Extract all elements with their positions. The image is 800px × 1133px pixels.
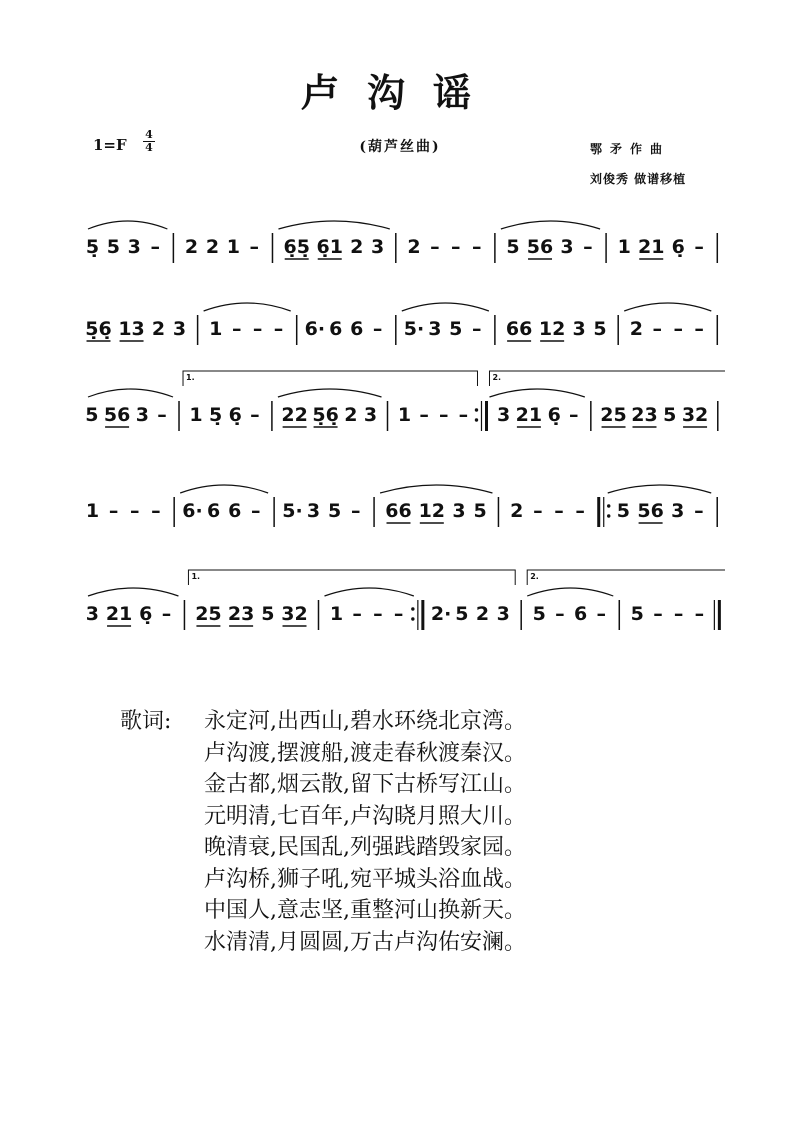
score-note: – <box>569 404 579 426</box>
slur <box>624 303 711 311</box>
score-note: – <box>419 404 429 426</box>
slur <box>88 588 178 596</box>
lyrics-row <box>120 864 526 896</box>
score-note: 2 <box>407 236 421 258</box>
score-note: 6̣5̣ <box>283 236 310 258</box>
lyrics-row <box>120 738 526 770</box>
score-note: – <box>533 500 543 522</box>
score-note: 66 <box>385 500 412 522</box>
score-note: 1 <box>209 318 223 340</box>
score-note: 3 <box>496 603 510 625</box>
repeat-dot <box>607 514 610 517</box>
score-note: 25 <box>600 404 627 426</box>
score-note: – <box>352 603 362 625</box>
score-note: 1 <box>617 236 631 258</box>
score-note: 5· <box>403 318 425 340</box>
volta-bracket-1 <box>188 570 515 585</box>
score-note: 5 <box>449 318 463 340</box>
volta-bracket-2 <box>527 570 725 585</box>
score-note: 5 <box>616 500 631 522</box>
lyrics-line: 元明清,七百年,卢沟晓月照大川。 <box>204 803 526 829</box>
lyrics-row <box>120 895 526 927</box>
score-note: – <box>350 500 361 522</box>
score-note: 2 <box>344 404 358 426</box>
time-signature-bottom: 4 <box>143 141 155 154</box>
score-note: 5 <box>506 236 520 258</box>
slur <box>402 303 489 311</box>
score-note: 3 <box>452 500 466 522</box>
score-note: 2 <box>629 318 643 340</box>
slur <box>501 221 600 229</box>
score-note: 5̣ <box>209 404 223 426</box>
score-note: 66 <box>505 318 533 340</box>
score-note: 3 <box>572 318 586 340</box>
score-note: – <box>372 318 383 340</box>
volta-bracket-1 <box>183 371 477 386</box>
score-note: 21 <box>638 236 665 258</box>
lyrics-line: 中国人,意志坚,重整河山换新天。 <box>204 898 526 923</box>
slur <box>324 588 413 596</box>
score-note: – <box>157 404 167 426</box>
score-note: 1 <box>329 603 344 625</box>
lyrics-row <box>120 769 526 801</box>
score-note: – <box>555 603 565 625</box>
score-note: 3 <box>363 404 378 426</box>
score-note: 2 <box>205 236 220 258</box>
score-note: 6̣ <box>547 404 561 426</box>
composer-credit: 鄂矛作曲 <box>590 142 671 156</box>
score-note: 5 <box>106 236 120 258</box>
score-note: – <box>161 603 172 625</box>
score-note: 5 <box>593 318 607 340</box>
score-note: 56 <box>103 404 131 426</box>
slur <box>180 485 268 493</box>
score-note: – <box>252 318 263 340</box>
slur <box>608 485 711 493</box>
score-note: 32 <box>681 404 709 426</box>
score-note: 2· <box>430 603 452 625</box>
score-note: 2 <box>510 500 524 522</box>
score-note: 1 <box>85 500 100 522</box>
lyrics-row <box>120 801 526 833</box>
score-note: – <box>673 603 684 625</box>
score-note: – <box>130 500 140 522</box>
slur <box>489 389 584 397</box>
score-note: 6· <box>304 318 326 340</box>
score-note: 6 <box>329 318 343 340</box>
score-note: 12 <box>538 318 566 340</box>
score-note: – <box>249 236 260 258</box>
score-note: 2 <box>184 236 199 258</box>
score-note: – <box>150 236 160 258</box>
score-note: – <box>554 500 564 522</box>
score-note: 2 <box>475 603 490 625</box>
lyrics-row <box>120 832 526 864</box>
score-note: – <box>653 603 663 625</box>
lyrics-line: 卢沟渡,摆渡船,渡走春秋渡秦汉。 <box>204 740 526 766</box>
repeat-dot <box>475 408 478 411</box>
score-note: 2 <box>350 236 364 258</box>
lyrics-row <box>120 706 526 738</box>
score-note: – <box>694 318 704 340</box>
volta-label-2: 2. <box>492 373 502 382</box>
score-note: – <box>575 500 585 522</box>
slur <box>527 588 613 596</box>
repeat-dot <box>475 418 478 421</box>
score-note: 56 <box>526 236 554 258</box>
lyrics-line: 水清清,月圆圆,万古卢沟佑安澜。 <box>204 929 526 955</box>
song-subtitle: (葫芦丝曲) <box>359 139 441 155</box>
score-note: – <box>251 500 261 522</box>
slur <box>278 221 389 229</box>
score-note: 6 <box>206 500 221 522</box>
slur <box>380 485 492 493</box>
score-note: – <box>652 318 663 340</box>
score-note: 6 <box>350 318 364 340</box>
score-note: 3 <box>135 404 149 426</box>
repeat-dot <box>411 607 414 610</box>
song-title: 卢沟谣 <box>300 70 499 115</box>
score-note: 5̣ <box>85 236 100 258</box>
lyrics-line: 金古都,烟云散,留下古桥写江山。 <box>204 772 526 797</box>
slur <box>204 303 291 311</box>
score-note: 3 <box>560 236 574 258</box>
score-note: 2 <box>151 318 166 340</box>
score-note: 3 <box>671 500 685 522</box>
score-note: – <box>596 603 607 625</box>
score-note: – <box>430 236 440 258</box>
slur <box>88 221 167 229</box>
score-note: – <box>583 236 593 258</box>
slur <box>278 389 382 397</box>
score-note: 3 <box>371 236 385 258</box>
score-note: 56 <box>637 500 664 522</box>
score-note: 21 <box>515 404 543 426</box>
time-signature-top: 4 <box>145 128 153 141</box>
score-note: – <box>471 318 482 340</box>
score-note: 6̣1 <box>316 236 343 258</box>
score-note: 5 <box>261 603 275 625</box>
lyrics-row <box>120 927 526 959</box>
score-note: 21 <box>105 603 133 625</box>
score-note: – <box>108 500 119 522</box>
score-note: 6̣ <box>671 236 685 258</box>
score-note: 6̣ <box>228 404 242 426</box>
score-note: 23 <box>631 404 658 426</box>
score-note: 22 <box>281 404 308 426</box>
score-note: 5 <box>473 500 487 522</box>
volta-label-2: 2. <box>530 572 539 581</box>
volta-label-1: 1. <box>191 572 201 581</box>
repeat-dot <box>411 617 414 620</box>
score-note: 3 <box>172 318 187 340</box>
score-note: – <box>393 603 404 625</box>
score-note: 5 <box>455 603 469 625</box>
score-note: 6 <box>573 603 588 625</box>
arranger-credit: 刘俊秀 做谱移植 <box>590 172 687 186</box>
score-note: 5 <box>532 603 546 625</box>
score-note: 12 <box>418 500 446 522</box>
score-note: 6̣ <box>139 603 153 625</box>
score-note: 5 <box>630 603 644 625</box>
score-note: 3 <box>496 404 511 426</box>
score-note: 5 <box>663 404 677 426</box>
volta-label-1: 1. <box>186 373 195 382</box>
score-note: – <box>439 404 449 426</box>
volta-bracket-2 <box>489 371 725 386</box>
score-note: 5 <box>328 500 342 522</box>
repeat-dot <box>607 504 610 507</box>
score-note: – <box>451 236 461 258</box>
lyrics-label: 歌词: <box>120 709 172 734</box>
score-note: 5 <box>85 404 99 426</box>
score-note: – <box>673 318 683 340</box>
score-note: – <box>273 318 284 340</box>
score-note: – <box>231 318 242 340</box>
score-note: 3 <box>85 603 99 625</box>
score-note: 5· <box>282 500 303 522</box>
lyrics-block <box>120 706 526 958</box>
score-note: 1 <box>397 404 412 426</box>
score-note: – <box>694 603 705 625</box>
score-note: 3 <box>428 318 442 340</box>
slur <box>88 389 173 397</box>
score-note: 3 <box>306 500 321 522</box>
score-note: – <box>694 236 704 258</box>
score-note: 23 <box>227 603 255 625</box>
score-note: 1 <box>226 236 241 258</box>
score-note: 32 <box>281 603 308 625</box>
score-note: – <box>151 500 161 522</box>
score-note: 13 <box>118 318 145 340</box>
score-note: – <box>694 500 704 522</box>
lyrics-line: 晚清衰,民国乱,列强践踏毁家园。 <box>204 835 526 860</box>
score-note: 3 <box>127 236 141 258</box>
lyrics-line: 永定河,出西山,碧水环绕北京湾。 <box>204 709 526 734</box>
score-note: 25 <box>195 603 222 625</box>
score-note: 1 <box>189 404 203 426</box>
score-note: – <box>458 404 469 426</box>
key-signature: 1=F <box>93 136 127 154</box>
score-note: 5̣6̣ <box>312 404 339 426</box>
score-note: – <box>471 236 482 258</box>
lyrics-line: 卢沟桥,狮子吼,宛平城头浴血战。 <box>204 866 526 892</box>
score-note: – <box>373 603 383 625</box>
score-note: 5̣6̣ <box>85 318 112 340</box>
score-note: 6· <box>182 500 203 522</box>
score-note: – <box>250 404 260 426</box>
score-note: 6 <box>228 500 242 522</box>
